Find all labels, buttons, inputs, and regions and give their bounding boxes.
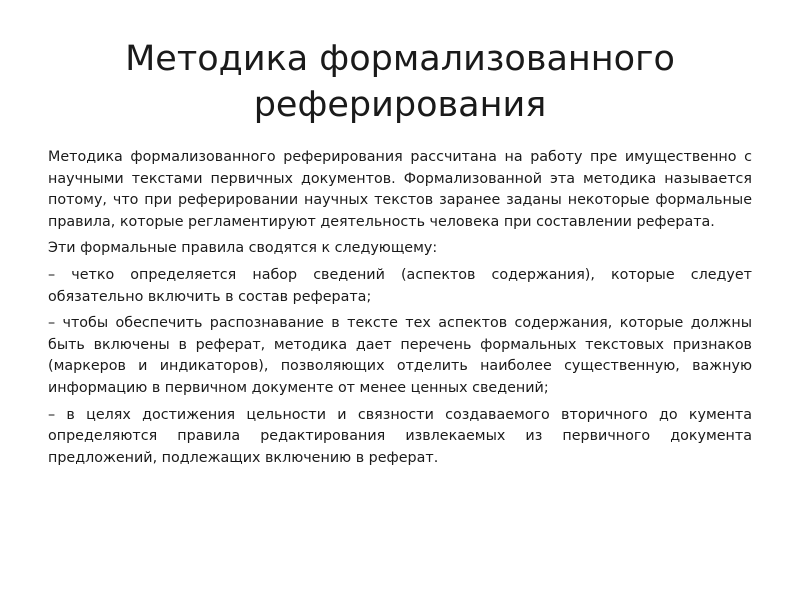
- paragraph-rule-1: – четко определяется набор сведений (аспектов содержания), которые следует обязательно включить в состав реферата;: [48, 266, 752, 305]
- paragraph-rules-lead: Эти формальные правила сводятся к следующему:: [48, 240, 438, 257]
- paragraph-rule-2: – чтобы обеспечить распознавание в тексте тех аспектов содержания, которые должны быть включены в реферат, методика дает перечень формальных текстовых признаков (маркеров и индикаторов), позволяющих отделить наиболее существенную, важную информацию в первичном документе от менее ценных сведений;: [48, 315, 752, 396]
- slide-title-line-1: Методика формализованного: [125, 39, 675, 79]
- slide-title: [60, 36, 740, 128]
- paragraph-rule-3: – в целях достижения цельности и связности создаваемого вторичного до кумента определяются правила редактирования извлекаемых из первичного документа предложений, подлежащих включению в реферат.: [48, 406, 752, 466]
- slide-body: [48, 147, 752, 474]
- paragraph-intro: Методика формализованного реферирования рассчитана на работу пре имущественно с научными текстами первичных документов. Формализованной эта методика называется потому, что при реферировании научных текстов заранее заданы некоторые формальные правила, которые регламентируют деятельность человека при составлении реферата.: [48, 149, 752, 230]
- slide-title-line-2: реферирования: [253, 85, 547, 125]
